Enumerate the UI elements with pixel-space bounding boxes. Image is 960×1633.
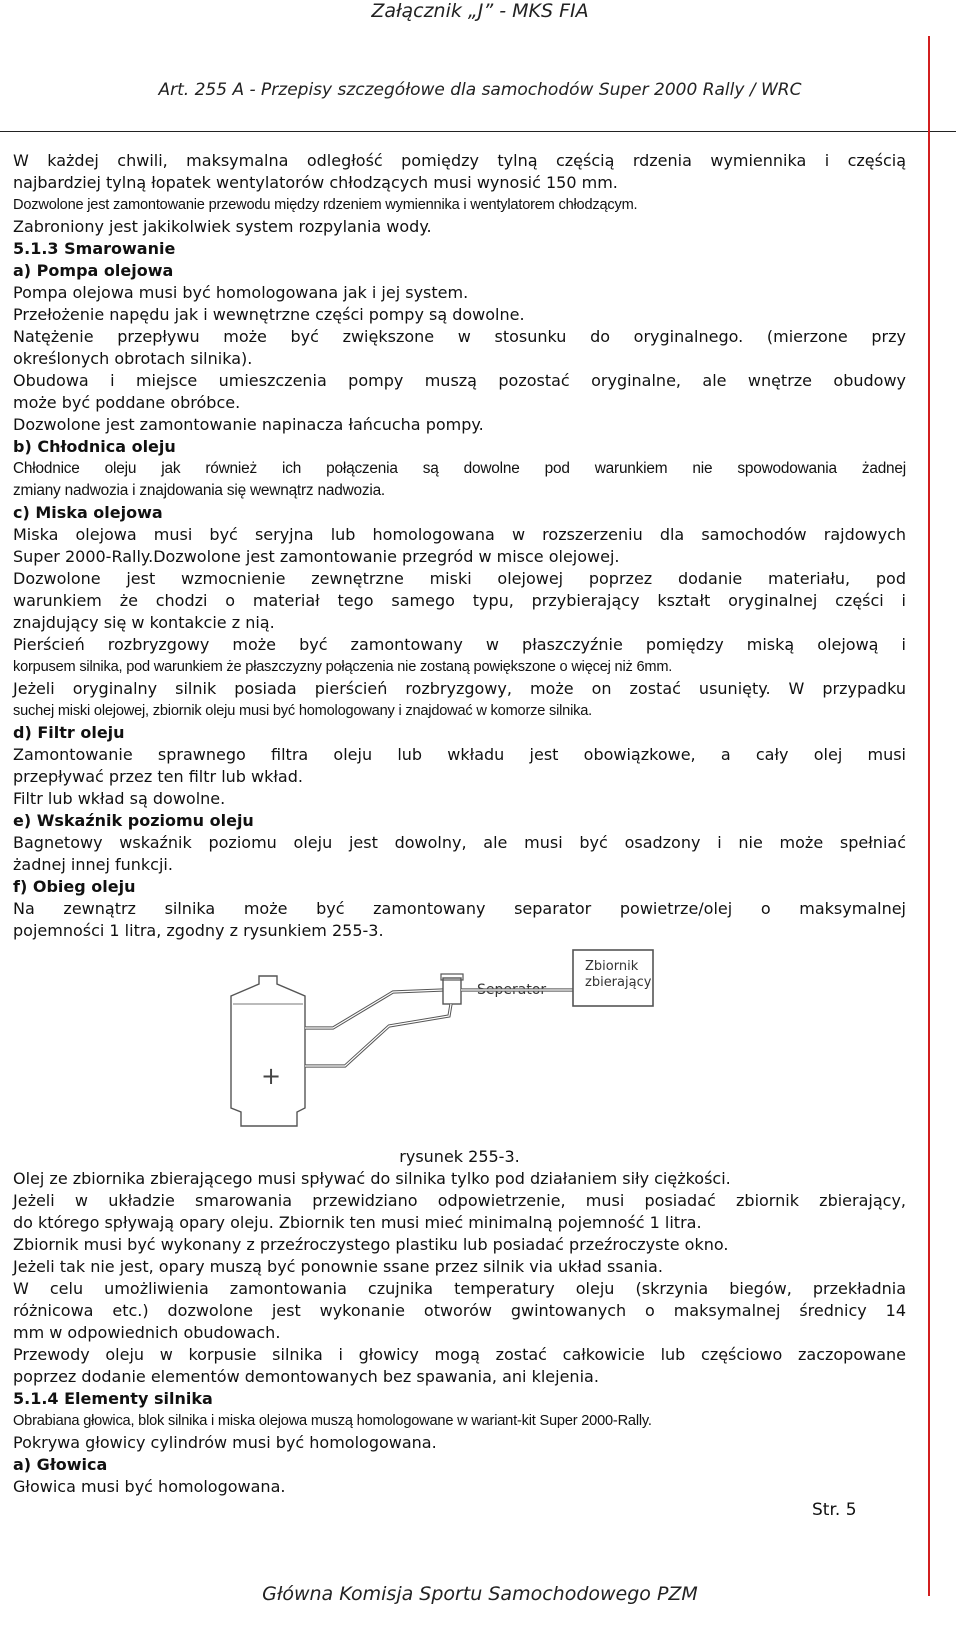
paragraph: suchej miski olejowej, zbiornik oleju musi być homologowany i znajdować w komorze silnika. xyxy=(13,703,592,719)
paragraph: Pierścień rozbryzgowy może być zamontowany w płaszczyźnie pomiędzy miską olejową i xyxy=(13,635,906,654)
subsection-heading-e: e) Wskaźnik poziomu oleju xyxy=(13,811,254,830)
margin-line xyxy=(928,36,930,1596)
paragraph: Głowica musi być homologowana. xyxy=(13,1477,286,1496)
header-divider xyxy=(0,131,956,132)
paragraph: poprzez dodanie elementów demontowanych bez spawania, ani klejenia. xyxy=(13,1367,599,1386)
paragraph: Jeżeli oryginalny silnik posiada pierścień rozbryzgowy, może on zostać usunięty. W przypadku xyxy=(13,679,906,698)
collecting-tank-label-2: zbierający xyxy=(585,975,652,990)
separator-label: Seperator xyxy=(477,982,547,998)
paragraph: W celu umożliwienia zamontowania czujnika temperatury oleju (skrzynia biegów, przekładnia xyxy=(13,1279,906,1298)
document-header-title: Załącznik „J” - MKS FIA xyxy=(371,0,589,22)
engine-tank-shape xyxy=(231,976,305,1126)
pipe-upper-inner xyxy=(305,990,443,1028)
paragraph: najbardziej tylną łopatek wentylatorów chłodzących musi wynosić 150 mm. xyxy=(13,173,618,192)
subsection-heading-f: f) Obieg oleju xyxy=(13,877,136,896)
paragraph: Pompa olejowa musi być homologowana jak i jej system. xyxy=(13,283,469,302)
pipe-upper-outer xyxy=(305,990,443,1028)
figure-255-3 xyxy=(13,946,906,1146)
subsection-heading-a2: a) Głowica xyxy=(13,1455,108,1474)
plus-symbol: + xyxy=(261,1062,282,1090)
paragraph: Bagnetowy wskaźnik poziomu oleju jest dowolny, ale musi być osadzony i nie może spełniać xyxy=(13,833,906,852)
paragraph: Na zewnątrz silnika może być zamontowany separator powietrze/olej o maksymalnej xyxy=(13,899,906,918)
separator-body xyxy=(443,978,461,1004)
paragraph: do którego spływają opary oleju. Zbiornik ten musi mieć minimalną pojemność 1 litra. xyxy=(13,1213,702,1232)
paragraph: żadnej innej funkcji. xyxy=(13,855,173,874)
paragraph: Chłodnice oleju jak również ich połączenia są dowolne pod warunkiem nie spowodowania żadnej xyxy=(13,460,906,477)
subsection-heading-d: d) Filtr oleju xyxy=(13,723,125,742)
document-header-subtitle: Art. 255 A - Przepisy szczegółowe dla samochodów Super 2000 Rally / WRC xyxy=(158,80,802,100)
paragraph: Dozwolone jest zamontowanie przewodu między rdzeniem wymiennika i wentylatorem chłodzącym. xyxy=(13,197,638,213)
paragraph: warunkiem że chodzi o materiał tego samego typu, przybierający kształt oryginalnej części i xyxy=(13,591,906,610)
paragraph: Przewody oleju w korpusie silnika i głowicy mogą zostać całkowicie lub częściowo zaczopowane xyxy=(13,1345,906,1364)
paragraph: Zamontowanie sprawnego filtra oleju lub wkładu jest obowiązkowe, a cały olej musi xyxy=(13,745,906,764)
paragraph: Natężenie przepływu może być zwiększone w stosunku do oryginalnego. (mierzone przy xyxy=(13,327,906,346)
paragraph: Obrabiana głowica, blok silnika i miska olejowa muszą homologowane w wariant-kit Super 2000-Rally. xyxy=(13,1413,652,1429)
paragraph: znajdujący się w kontakcie z nią. xyxy=(13,613,275,632)
document-footer: Główna Komisja Sportu Samochodowego PZM xyxy=(262,1583,698,1605)
paragraph: pojemności 1 litra, zgodny z rysunkiem 255-3. xyxy=(13,921,384,940)
paragraph: Zbiornik musi być wykonany z przeźroczystego plastiku lub posiadać przeźroczyste okno. xyxy=(13,1235,729,1254)
paragraph: Jeżeli w układzie smarowania przewidziano odpowietrzenie, musi posiadać zbiornik zbierający, xyxy=(13,1191,906,1210)
paragraph: Pokrywa głowicy cylindrów musi być homologowana. xyxy=(13,1433,437,1452)
paragraph: określonych obrotach silnika). xyxy=(13,349,253,368)
section-heading-5-1-4: 5.1.4 Elementy silnika xyxy=(13,1389,213,1408)
paragraph: W każdej chwili, maksymalna odległość pomiędzy tylną częścią rdzenia wymiennika i częścią xyxy=(13,151,906,170)
pipe-return-outer xyxy=(305,1004,451,1066)
paragraph: Olej ze zbiornika zbierającego musi spływać do silnika tylko pod działaniem siły ciężkości. xyxy=(13,1169,731,1188)
subsection-heading-b: b) Chłodnica oleju xyxy=(13,437,176,456)
section-heading-5-1-3: 5.1.3 Smarowanie xyxy=(13,239,176,258)
paragraph: Miska olejowa musi być seryjna lub homologowana w rozszerzeniu dla samochodów rajdowych xyxy=(13,525,906,544)
subsection-heading-c: c) Miska olejowa xyxy=(13,503,163,522)
paragraph: Przełożenie napędu jak i wewnętrzne części pompy są dowolne. xyxy=(13,305,525,324)
separator-cap xyxy=(441,974,463,980)
subsection-heading-a: a) Pompa olejowa xyxy=(13,261,174,280)
paragraph: Zabroniony jest jakikolwiek system rozpylania wody. xyxy=(13,217,432,236)
document-body xyxy=(13,150,906,1498)
paragraph: mm w odpowiednich obudowach. xyxy=(13,1323,281,1342)
paragraph: Jeżeli tak nie jest, opary muszą być ponownie ssane przez silnik via układ ssania. xyxy=(13,1257,663,1276)
paragraph: Obudowa i miejsce umieszczenia pompy muszą pozostać oryginalne, ale wnętrze obudowy xyxy=(13,371,906,390)
paragraph: zmiany nadwozia i znajdowania się wewnątrz nadwozia. xyxy=(13,482,385,499)
paragraph: Dozwolone jest zamontowanie napinacza łańcucha pompy. xyxy=(13,415,484,434)
paragraph: Super 2000-Rally.Dozwolone jest zamontowanie przegród w misce olejowej. xyxy=(13,547,620,566)
collecting-tank-label-1: Zbiornik xyxy=(585,959,639,974)
paragraph: Filtr lub wkład są dowolne. xyxy=(13,789,226,808)
figure-caption: rysunek 255-3. xyxy=(399,1147,520,1166)
page-number: Str. 5 xyxy=(812,1500,857,1520)
paragraph: może być poddane obróbce. xyxy=(13,393,241,412)
paragraph: Dozwolone jest wzmocnienie zewnętrzne miski olejowej poprzez dodanie materiału, pod xyxy=(13,569,906,588)
paragraph: różnicowa etc.) dozwolone jest wykonanie otworów gwintowanych o maksymalnej średnicy 14 xyxy=(13,1301,906,1320)
separator-diagram xyxy=(193,946,713,1146)
paragraph: korpusem silnika, pod warunkiem że płaszczyzny połączenia nie zostaną powiększone o więcej niż 6mm. xyxy=(13,659,673,675)
paragraph: przepływać przez ten filtr lub wkład. xyxy=(13,767,303,786)
